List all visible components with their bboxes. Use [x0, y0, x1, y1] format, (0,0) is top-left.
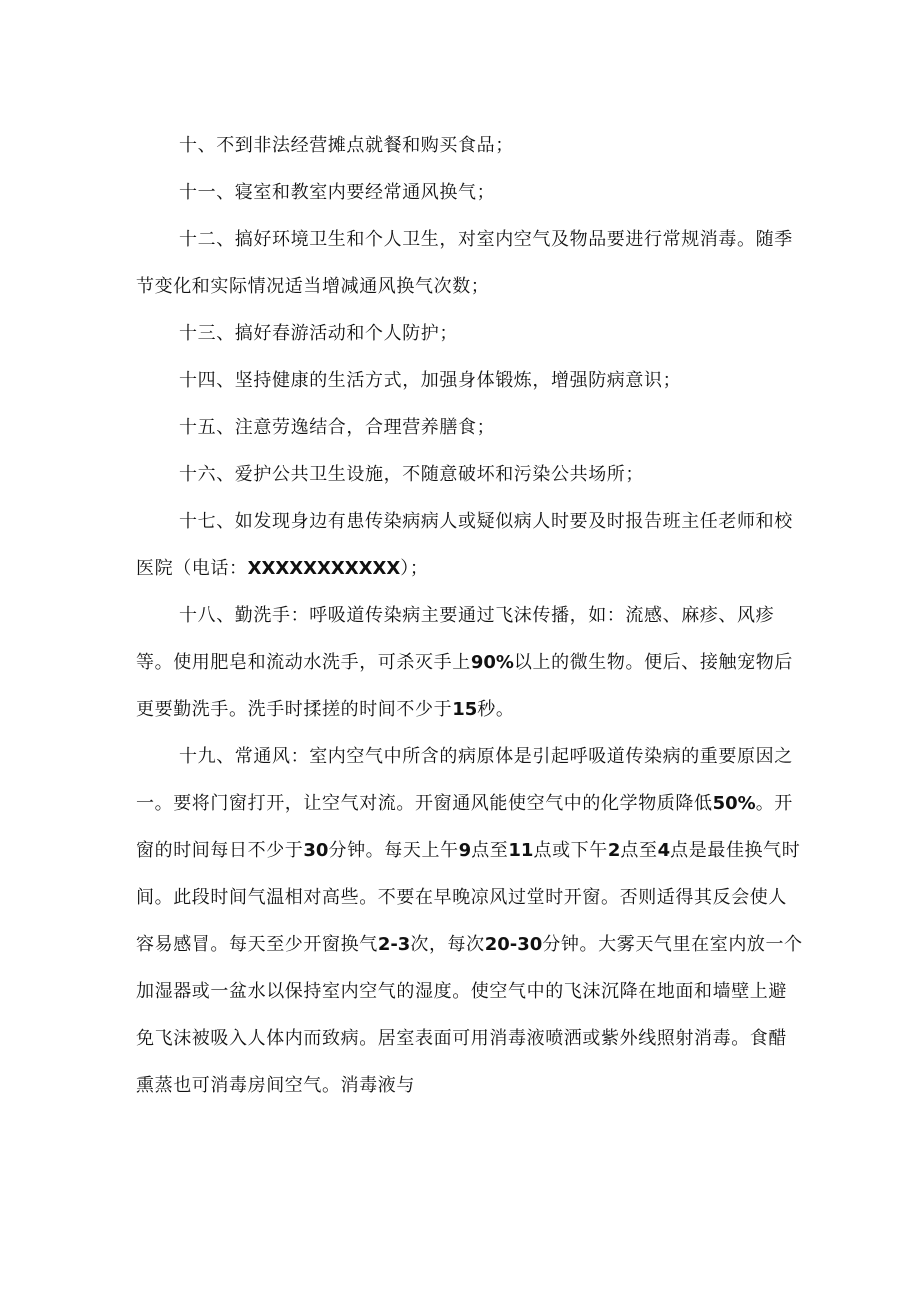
paragraph-item-12: 十二、搞好环境卫生和个人卫生，对室内空气及物品要进行常规消毒。随季节变化和实际情况适当增减通风换气次数；	[136, 229, 793, 297]
paragraph-item-15: 十五、注意劳逸结合，合理营养膳食；	[179, 417, 496, 438]
paragraph-item-13: 十三、搞好春游活动和个人防护；	[179, 323, 458, 344]
paragraph-item-11: 十一、寝室和教室内要经常通风换气；	[179, 182, 496, 203]
paragraph-item-17: 十七、如发现身边有患传染病病人或疑似病人时要及时报告班主任老师和校医院（电话：XXXXXXXXXXX）；	[136, 511, 793, 579]
paragraph-item-18: 十八、勤洗手：呼吸道传染病主要通过飞沫传播，如：流感、麻疹、风疹等。使用肥皂和流动水洗手，可杀灭手上90%以上的微生物。便后、接触宠物后更要勤洗手。洗手时揉搓的时间不少于15秒。	[136, 605, 793, 720]
paragraph-item-10: 十、不到非法经营摊点就餐和购买食品；	[179, 135, 514, 156]
document-body	[136, 122, 804, 1109]
paragraph-item-14: 十四、坚持健康的生活方式，加强身体锻炼，增强防病意识；	[179, 370, 682, 391]
paragraph-item-16: 十六、爱护公共卫生设施，不随意破坏和污染公共场所；	[179, 464, 644, 485]
paragraph-item-19: 十九、常通风：室内空气中所含的病原体是引起呼吸道传染病的重要原因之一。要将门窗打开，让空气对流。开窗通风能使空气中的化学物质降低50%。开窗的时间每日不少于30分钟。每天上午9点至11点或下午2点至4点是最佳换气时间。此段时间气温相对高些。不要在早晚凉风过堂时开窗。否则适得其反会使人容易感冒。每天至少开窗换气2-3次，每次20-30分钟。大雾天气里在室内放一个加湿器或一盆水以保持室内空气的湿度。使空气中的飞沫沉降在地面和墙壁上避免飞沫被吸入人体内而致病。居室表面可用消毒液喷洒或紫外线照射消毒。食醋熏蒸也可消毒房间空气。消毒液与	[136, 746, 803, 1096]
